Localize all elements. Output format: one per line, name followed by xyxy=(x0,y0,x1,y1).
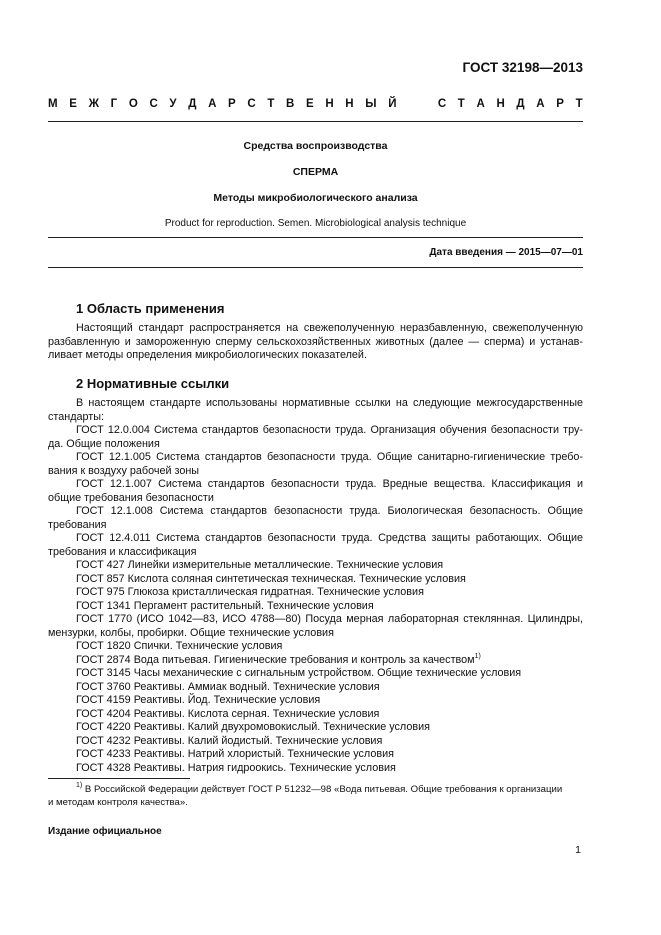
footnote-line xyxy=(48,784,583,797)
standard-type-letter: Г xyxy=(110,98,118,110)
word-gap xyxy=(408,98,411,110)
title-category: Средства воспроизводства xyxy=(243,140,388,152)
text-line: Настоящий стандарт распространяется на свежеполученную неразбавленную, свежеполученную xyxy=(76,322,583,334)
footnote-line: и методам контроля качества». xyxy=(48,796,188,808)
reference-item xyxy=(48,654,583,668)
section-heading-references: 2 Нормативные ссылки xyxy=(76,376,230,391)
reference-item: ГОСТ 12.1.008 Система стандартов безопасности труда. Биологическая безопасность. Общие xyxy=(76,505,583,517)
standard-type-letter: Ж xyxy=(88,98,99,110)
footnote-divider xyxy=(48,778,190,779)
reference-item: ГОСТ 12.0.004 Система стандартов безопасности труда. Организация обучения безопасности тру- xyxy=(76,424,583,436)
reference-item: ГОСТ 4220 Реактивы. Калий двухромовокислый. Технические условия xyxy=(76,721,430,733)
standard-type-letter: С xyxy=(437,98,447,110)
footnote xyxy=(48,784,583,809)
reference-item: ГОСТ 4232 Реактивы. Калий йодистый. Технические условия xyxy=(76,734,383,747)
standard-type-letter: А xyxy=(536,98,545,110)
reference-item: ГОСТ 4328 Реактивы. Натрия гидроокись. Технические условия xyxy=(76,761,396,774)
standard-type xyxy=(48,98,583,110)
footnote-ref: 1) xyxy=(474,652,481,660)
reference-item: ГОСТ 4233 Реактивы. Натрий хлористый. Технические условия xyxy=(76,748,394,760)
english-title: Product for reproduction. Semen. Microbiological analysis technique xyxy=(164,218,467,229)
section-heading-scope: 1 Область применения xyxy=(76,301,225,316)
reference-item: ГОСТ 857 Кислота соляная синтетическая техническая. Технические условия xyxy=(76,572,466,585)
reference-item: ГОСТ 975 Глюкоза кристаллическая гидратная. Технические условия xyxy=(76,586,424,598)
text-line: мензурки, колбы, пробирки. Общие технические условия xyxy=(48,626,334,639)
text-line: В настоящем стандарте использованы нормативные ссылки на следующие межгосударственные xyxy=(76,397,583,409)
doc-code: ГОСТ 32198—2013 xyxy=(462,60,583,75)
reference-item: ГОСТ 12.4.011 Система стандартов безопасности труда. Средства защиты работающих. Общие xyxy=(76,532,583,544)
text-line: общие требования безопасности xyxy=(48,491,214,504)
standard-type-letter: М xyxy=(48,98,58,110)
text-line: требования и классификация xyxy=(48,545,197,558)
standard-type-letter: С xyxy=(247,98,256,110)
standard-type-letter: Н xyxy=(345,98,354,110)
reference-item: ГОСТ 1341 Пергамент растительный. Технические условия xyxy=(76,599,374,612)
reference-item: ГОСТ 12.1.007 Система стандартов безопасности труда. Вредные вещества. Классификация и xyxy=(76,478,583,490)
edition-label: Издание официальное xyxy=(48,826,162,837)
footnote-text: В Российской Федерации действует ГОСТ Р 51232—98 «Вода питьевая. Общие требования к организации xyxy=(82,784,563,795)
standard-type-letter: Т xyxy=(575,98,583,110)
divider xyxy=(48,267,583,268)
word-gap xyxy=(423,98,426,110)
title-subject: СПЕРМА xyxy=(292,166,339,178)
reference-item: ГОСТ 3145 Часы механические с сигнальным устройством. Общие технические условия xyxy=(76,667,522,679)
section-scope-body xyxy=(48,322,583,363)
standard-type-letter: Н xyxy=(496,98,505,110)
intro-date: Дата введения — 2015—07—01 xyxy=(429,247,583,258)
reference-item: ГОСТ 4159 Реактивы. Йод. Технические условия xyxy=(76,694,321,706)
text-line: требования xyxy=(48,518,107,531)
section-references-body xyxy=(48,397,583,775)
text-line: стандарты: xyxy=(48,410,104,423)
standard-type-letter: У xyxy=(169,98,177,110)
standard-type-letter: А xyxy=(208,98,217,110)
page-number: 1 xyxy=(575,844,581,856)
reference-item: ГОСТ 1820 Спички. Технические условия xyxy=(76,640,283,652)
standard-type-letter: Д xyxy=(516,98,525,110)
standard-type-letter: Д xyxy=(188,98,197,110)
text-line: да. Общие положения xyxy=(48,437,160,450)
standard-type-letter: О xyxy=(128,98,138,110)
reference-text: ГОСТ 2874 Вода питьевая. Гигиенические требования и контроль за качеством xyxy=(76,653,475,666)
text-line: вания к воздуху рабочей зоны xyxy=(48,464,200,477)
footnote-marker: 1) xyxy=(76,782,83,789)
standard-type-letter: А xyxy=(476,98,485,110)
standard-type-letter: Н xyxy=(325,98,334,110)
standard-type-letter: Р xyxy=(556,98,564,110)
text-line: разбавленную и замороженную сперму сельскохозяйственных животных (далее — сперма) и устанав- xyxy=(48,335,583,348)
standard-type-letter: Т xyxy=(267,98,275,110)
reference-item: ГОСТ 12.1.005 Система стандартов безопасности труда. Общие санитарно-гигиенические требо- xyxy=(76,451,583,463)
reference-item: ГОСТ 1770 (ИСО 1042—83, ИСО 4788—80) Посуда мерная лабораторная стеклянная. Цилиндры, xyxy=(76,613,583,625)
divider xyxy=(48,237,583,238)
standard-type-letter: Ы xyxy=(365,98,377,110)
divider xyxy=(48,121,583,122)
reference-item: ГОСТ 427 Линейки измерительные металлические. Технические условия xyxy=(76,559,444,571)
reference-item: ГОСТ 3760 Реактивы. Аммиак водный. Технические условия xyxy=(76,680,380,693)
standard-type-letter: Т xyxy=(457,98,465,110)
title-method: Методы микробиологического анализа xyxy=(213,192,418,204)
standard-type-letter: Р xyxy=(228,98,236,110)
reference-item: ГОСТ 4204 Реактивы. Кислота серная. Технические условия xyxy=(76,707,380,720)
standard-type-letter: Й xyxy=(388,98,397,110)
standard-type-letter: Е xyxy=(306,98,314,110)
standard-type-letter: С xyxy=(149,98,158,110)
standard-type-letter: В xyxy=(286,98,295,110)
text-line: ливает методы определения микробиологических показателей. xyxy=(48,349,367,361)
standard-type-letter: Е xyxy=(69,98,77,110)
